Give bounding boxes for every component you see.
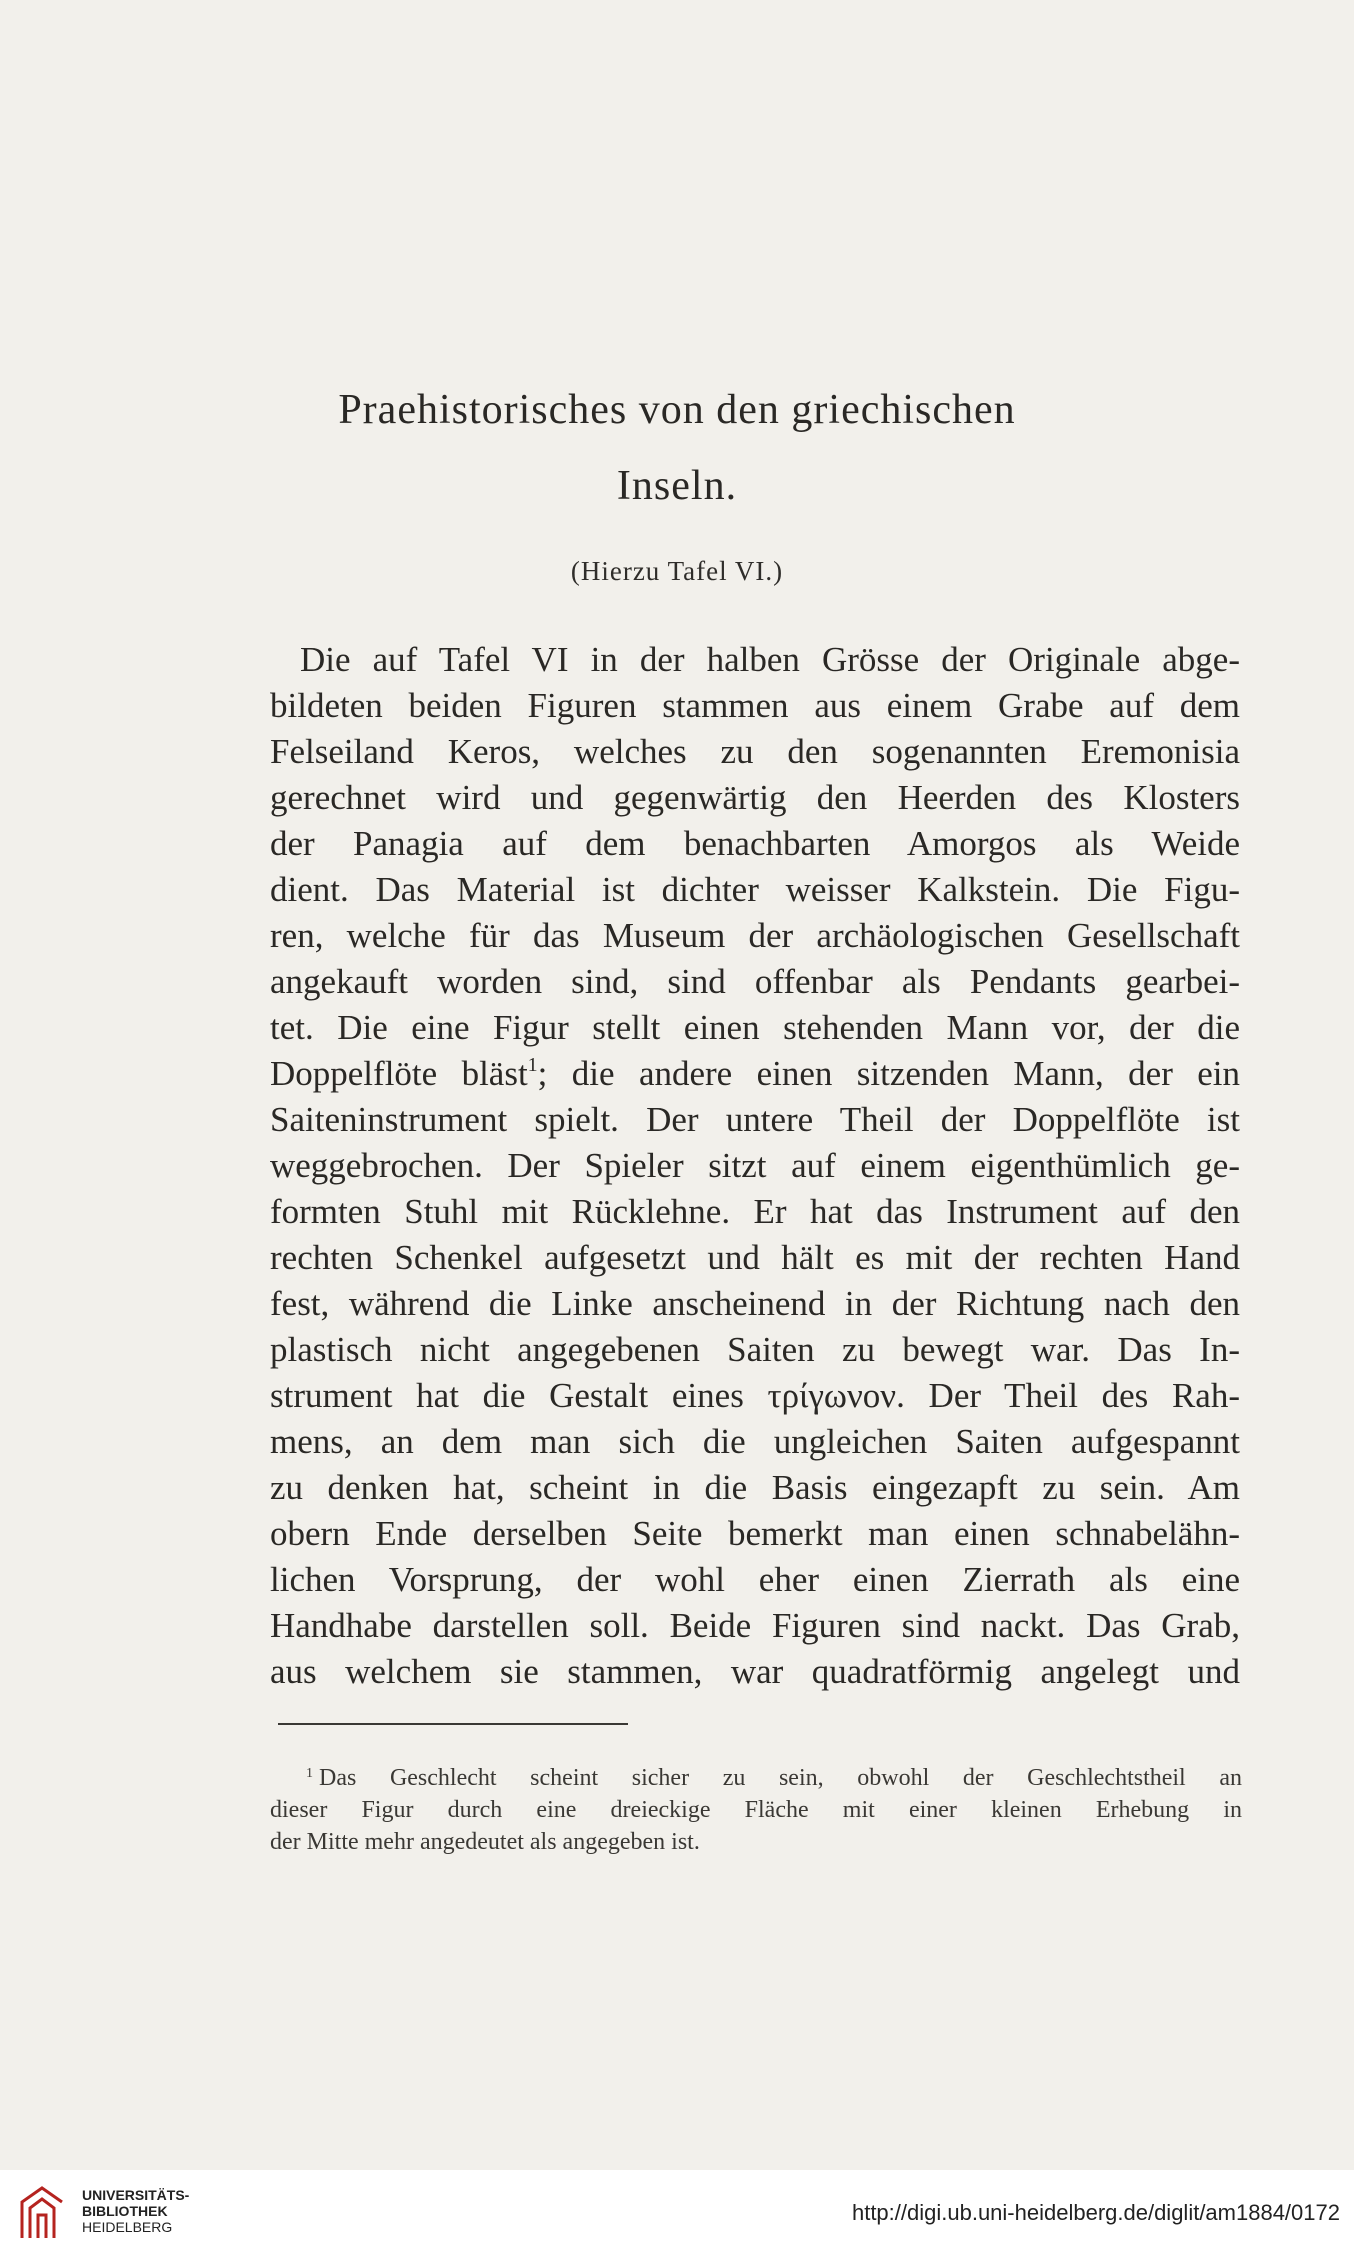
body-line: lichen Vorsprung, der wohl eher einen Zierrath als eine [270,1560,1240,1599]
article-title-line-1: Praehistorisches von den griechischen [338,387,1016,433]
body-line: mens, an dem man sich die ungleichen Saiten aufgespannt [270,1422,1240,1461]
body-line: rechten Schenkel aufgesetzt und hält es mit der rechten Hand [270,1238,1240,1277]
library-logo-icon [14,2182,74,2242]
body-line: Handhabe darstellen soll. Beide Figuren sind nackt. Das Grab, [270,1606,1240,1645]
body-line: Die auf Tafel VI in der halben Grösse der Originale abge- [300,640,1240,679]
article-subtitle: (Hierzu Tafel VI.) [570,556,784,586]
footnote-line: der Mitte mehr angedeutet als angegeben ist. [270,1829,700,1855]
source-url-link[interactable]: http://digi.ub.uni-heidelberg.de/diglit/am1884/0172 [851,2200,1340,2225]
body-line-with-footnote-ref [270,1054,1240,1094]
body-line: plastisch nicht angegebenen Saiten zu bewegt war. Das In- [270,1330,1240,1369]
article-title-line-2: Inseln. [616,463,738,509]
library-name-line-2: BIBLIOTHEK [82,2203,168,2219]
body-line: Felseiland Keros, welches zu den sogenannten Eremonisia [270,732,1240,771]
body-line: fest, während die Linke anscheinend in der Richtung nach den [270,1284,1240,1323]
body-line: Saiteninstrument spielt. Der untere Theil der Doppelflöte ist [270,1100,1240,1139]
library-name-line-1: UNIVERSITÄTS- [82,2187,190,2203]
footnote-divider [278,1723,628,1725]
body-line: gerechnet wird und gegenwärtig den Heerden des Klosters [270,778,1240,817]
body-line: zu denken hat, scheint in die Basis eingezapft zu sein. Am [270,1468,1240,1507]
footnote-marker: 1 [306,1766,313,1781]
body-line: ren, welche für das Museum der archäologischen Gesellschaft [270,916,1240,955]
library-name [82,2187,189,2235]
body-line: dient. Das Material ist dichter weisser Kalkstein. Die Figu- [270,870,1240,909]
library-name-line-3: HEIDELBERG [82,2219,173,2235]
body-line: obern Ende derselben Seite bemerkt man einen schnabelähn- [270,1514,1240,1553]
footnote-reference: 1 [527,1054,538,1076]
body-line: aus welchem sie stammen, war quadratförmig angelegt und [270,1652,1240,1691]
body-line: der Panagia auf dem benachbarten Amorgos als Weide [270,824,1240,863]
body-line-start: Doppelflöte bläst [270,1054,528,1093]
body-line: angekauft worden sind, sind offenbar als Pendants gearbei- [270,962,1240,1001]
footnote-line [306,1763,1242,1793]
body-line: strument hat die Gestalt eines τρίγωνον. Der Theil des Rah- [270,1376,1240,1415]
body-line: tet. Die eine Figur stellt einen stehenden Mann vor, der die [270,1008,1240,1047]
footnote-text: Das Geschlecht scheint sicher zu sein, obwohl der Geschlechtstheil an [319,1765,1242,1791]
body-line: bildeten beiden Figuren stammen aus einem Grabe auf dem [270,686,1240,725]
body-line: formten Stuhl mit Rücklehne. Er hat das Instrument auf den [270,1192,1240,1231]
body-line-rest: ; die andere einen sitzenden Mann, der ein [537,1054,1240,1093]
footnote-line: dieser Figur durch eine dreieckige Fläche mit einer kleinen Erhebung in [270,1797,1242,1823]
body-line: weggebrochen. Der Spieler sitzt auf einem eigenthümlich ge- [270,1146,1240,1185]
